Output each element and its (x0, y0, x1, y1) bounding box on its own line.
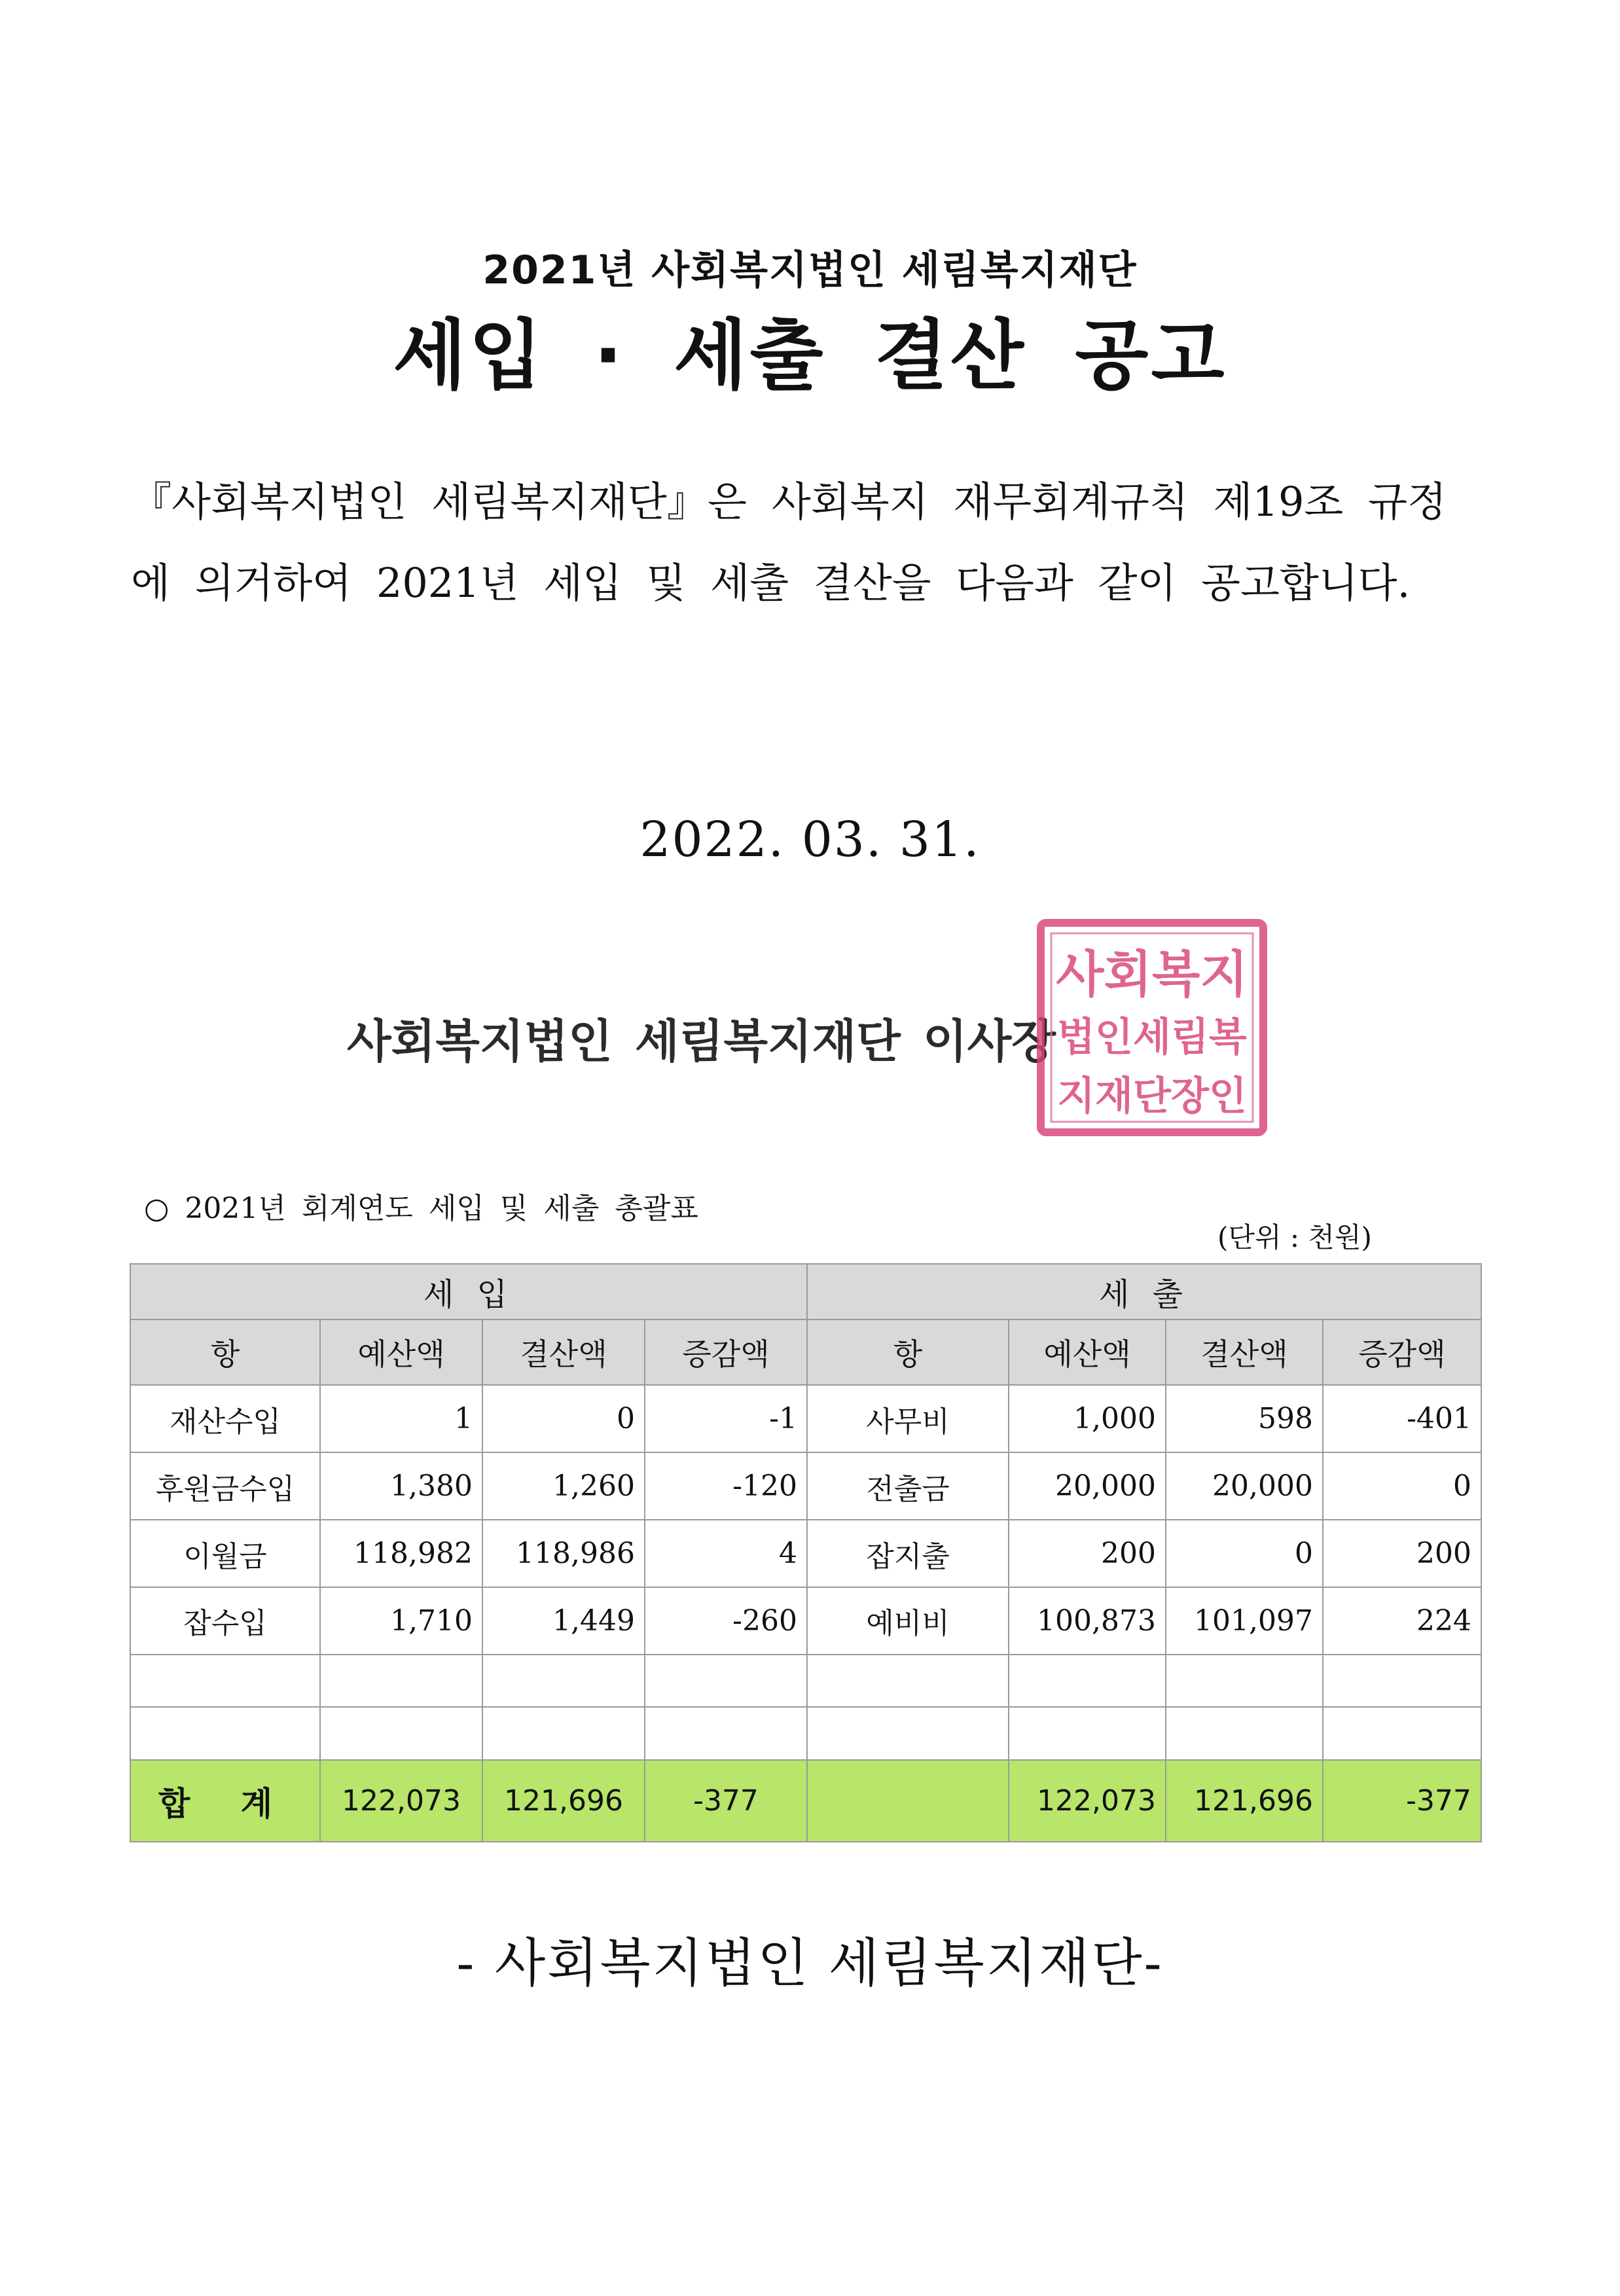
budget-summary-table (130, 1263, 1482, 1842)
col-header-revenue-item: 항 (130, 1319, 320, 1386)
cell-revenue-budget (320, 1655, 482, 1708)
cell-expenditure-change (1323, 1707, 1481, 1760)
cell-revenue-budget: 1 (320, 1385, 482, 1452)
cell-revenue-item (130, 1655, 320, 1708)
cell-revenue-budget: 1,380 (320, 1452, 482, 1520)
col-header-expenditure-budget: 예산액 (1009, 1319, 1166, 1386)
cell-revenue-change: -120 (645, 1452, 807, 1520)
cell-expenditure-settlement: 101,097 (1166, 1587, 1323, 1655)
table-row (130, 1587, 1481, 1655)
table-row (130, 1520, 1481, 1587)
cell-revenue-settlement (482, 1655, 645, 1708)
seal-text-line-3: 지재단장인 (1057, 1073, 1247, 1119)
cell-expenditure-item: 잡지출 (807, 1520, 1009, 1587)
total-revenue-budget: 122,073 (320, 1760, 482, 1842)
table-row (130, 1452, 1481, 1520)
col-header-revenue-settlement: 결산액 (482, 1319, 645, 1386)
col-header-revenue-change: 증감액 (645, 1319, 807, 1386)
total-revenue-change: -377 (645, 1760, 807, 1842)
document-title: 세입 · 세출 결산 공고 (393, 312, 1227, 400)
cell-expenditure-budget: 200 (1009, 1520, 1166, 1587)
cell-expenditure-item: 전출금 (807, 1452, 1009, 1520)
section-header-row (130, 1264, 1481, 1319)
cell-expenditure-settlement (1166, 1655, 1323, 1708)
announcement-date: 2022. 03. 31. (639, 812, 981, 868)
intro-paragraph: 『사회복지법인 세림복지재단』은 사회복지 재무회계규칙 제19조 규정에 의거하여 2021년 세입 및 세출 결산을 다음과 같이 공고합니다. (131, 478, 1447, 607)
cell-expenditure-change: 0 (1323, 1452, 1481, 1520)
cell-expenditure-budget: 100,873 (1009, 1587, 1166, 1655)
table-row (130, 1385, 1481, 1452)
cell-revenue-settlement: 1,449 (482, 1587, 645, 1655)
cell-expenditure-item: 사무비 (807, 1385, 1009, 1452)
document-subtitle: 2021년 사회복지법인 세림복지재단 (482, 247, 1138, 293)
col-header-expenditure-change: 증감액 (1323, 1319, 1481, 1386)
seal-text-line-2: 법인세림복 (1057, 1014, 1247, 1060)
footer-organization: - 사회복지법인 세림복지재단- (456, 1933, 1164, 1994)
cell-expenditure-change: -401 (1323, 1385, 1481, 1452)
cell-revenue-budget: 118,982 (320, 1520, 482, 1587)
cell-expenditure-budget: 1,000 (1009, 1385, 1166, 1452)
cell-revenue-change (645, 1655, 807, 1708)
cell-revenue-budget: 1,710 (320, 1587, 482, 1655)
table-row (130, 1655, 1481, 1708)
cell-expenditure-settlement: 0 (1166, 1520, 1323, 1587)
col-header-revenue-budget: 예산액 (320, 1319, 482, 1386)
total-expenditure-budget: 122,073 (1009, 1760, 1166, 1842)
cell-expenditure-change: 200 (1323, 1520, 1481, 1587)
cell-revenue-item: 잡수입 (130, 1587, 320, 1655)
cell-revenue-change: -260 (645, 1587, 807, 1655)
cell-revenue-change: -1 (645, 1385, 807, 1452)
cell-expenditure-budget: 20,000 (1009, 1452, 1166, 1520)
cell-expenditure-budget (1009, 1707, 1166, 1760)
cell-revenue-change (645, 1707, 807, 1760)
total-row (130, 1760, 1481, 1842)
cell-revenue-budget (320, 1707, 482, 1760)
cell-expenditure-item (807, 1655, 1009, 1708)
table-body (130, 1385, 1481, 1760)
expenditure-section-header: 세 출 (807, 1264, 1481, 1319)
cell-revenue-item (130, 1707, 320, 1760)
cell-revenue-item: 후원금수입 (130, 1452, 320, 1520)
col-header-expenditure-item: 항 (807, 1319, 1009, 1386)
chairman-signature: 사회복지법인 세림복지재단 이사장 (347, 1014, 1056, 1068)
column-header-row (130, 1319, 1481, 1386)
cell-expenditure-settlement: 598 (1166, 1385, 1323, 1452)
cell-revenue-change: 4 (645, 1520, 807, 1587)
cell-revenue-item: 재산수입 (130, 1385, 320, 1452)
table-row (130, 1707, 1481, 1760)
cell-revenue-settlement: 118,986 (482, 1520, 645, 1587)
cell-expenditure-change: 224 (1323, 1587, 1481, 1655)
unit-label: (단위 : 천원) (1217, 1221, 1372, 1253)
total-expenditure-settlement: 121,696 (1166, 1760, 1323, 1842)
cell-revenue-settlement: 1,260 (482, 1452, 645, 1520)
cell-revenue-item: 이월금 (130, 1520, 320, 1587)
cell-expenditure-settlement: 20,000 (1166, 1452, 1323, 1520)
cell-expenditure-item (807, 1707, 1009, 1760)
seal-text-line-1: 사회복지 (1056, 945, 1248, 1003)
cell-expenditure-budget (1009, 1655, 1166, 1708)
total-label: 합 계 (130, 1760, 320, 1842)
cell-revenue-settlement: 0 (482, 1385, 645, 1452)
summary-table-heading: ○ 2021년 회계연도 세입 및 세출 총괄표 (144, 1192, 698, 1225)
total-revenue-settlement: 121,696 (482, 1760, 645, 1842)
total-expenditure-change: -377 (1323, 1760, 1481, 1842)
cell-expenditure-settlement (1166, 1707, 1323, 1760)
col-header-expenditure-settlement: 결산액 (1166, 1319, 1323, 1386)
cell-revenue-settlement (482, 1707, 645, 1760)
total-expenditure-item (807, 1760, 1009, 1842)
revenue-section-header: 세 입 (130, 1264, 807, 1319)
cell-expenditure-change (1323, 1655, 1481, 1708)
official-seal-stamp (1034, 916, 1270, 1139)
cell-expenditure-item: 예비비 (807, 1587, 1009, 1655)
